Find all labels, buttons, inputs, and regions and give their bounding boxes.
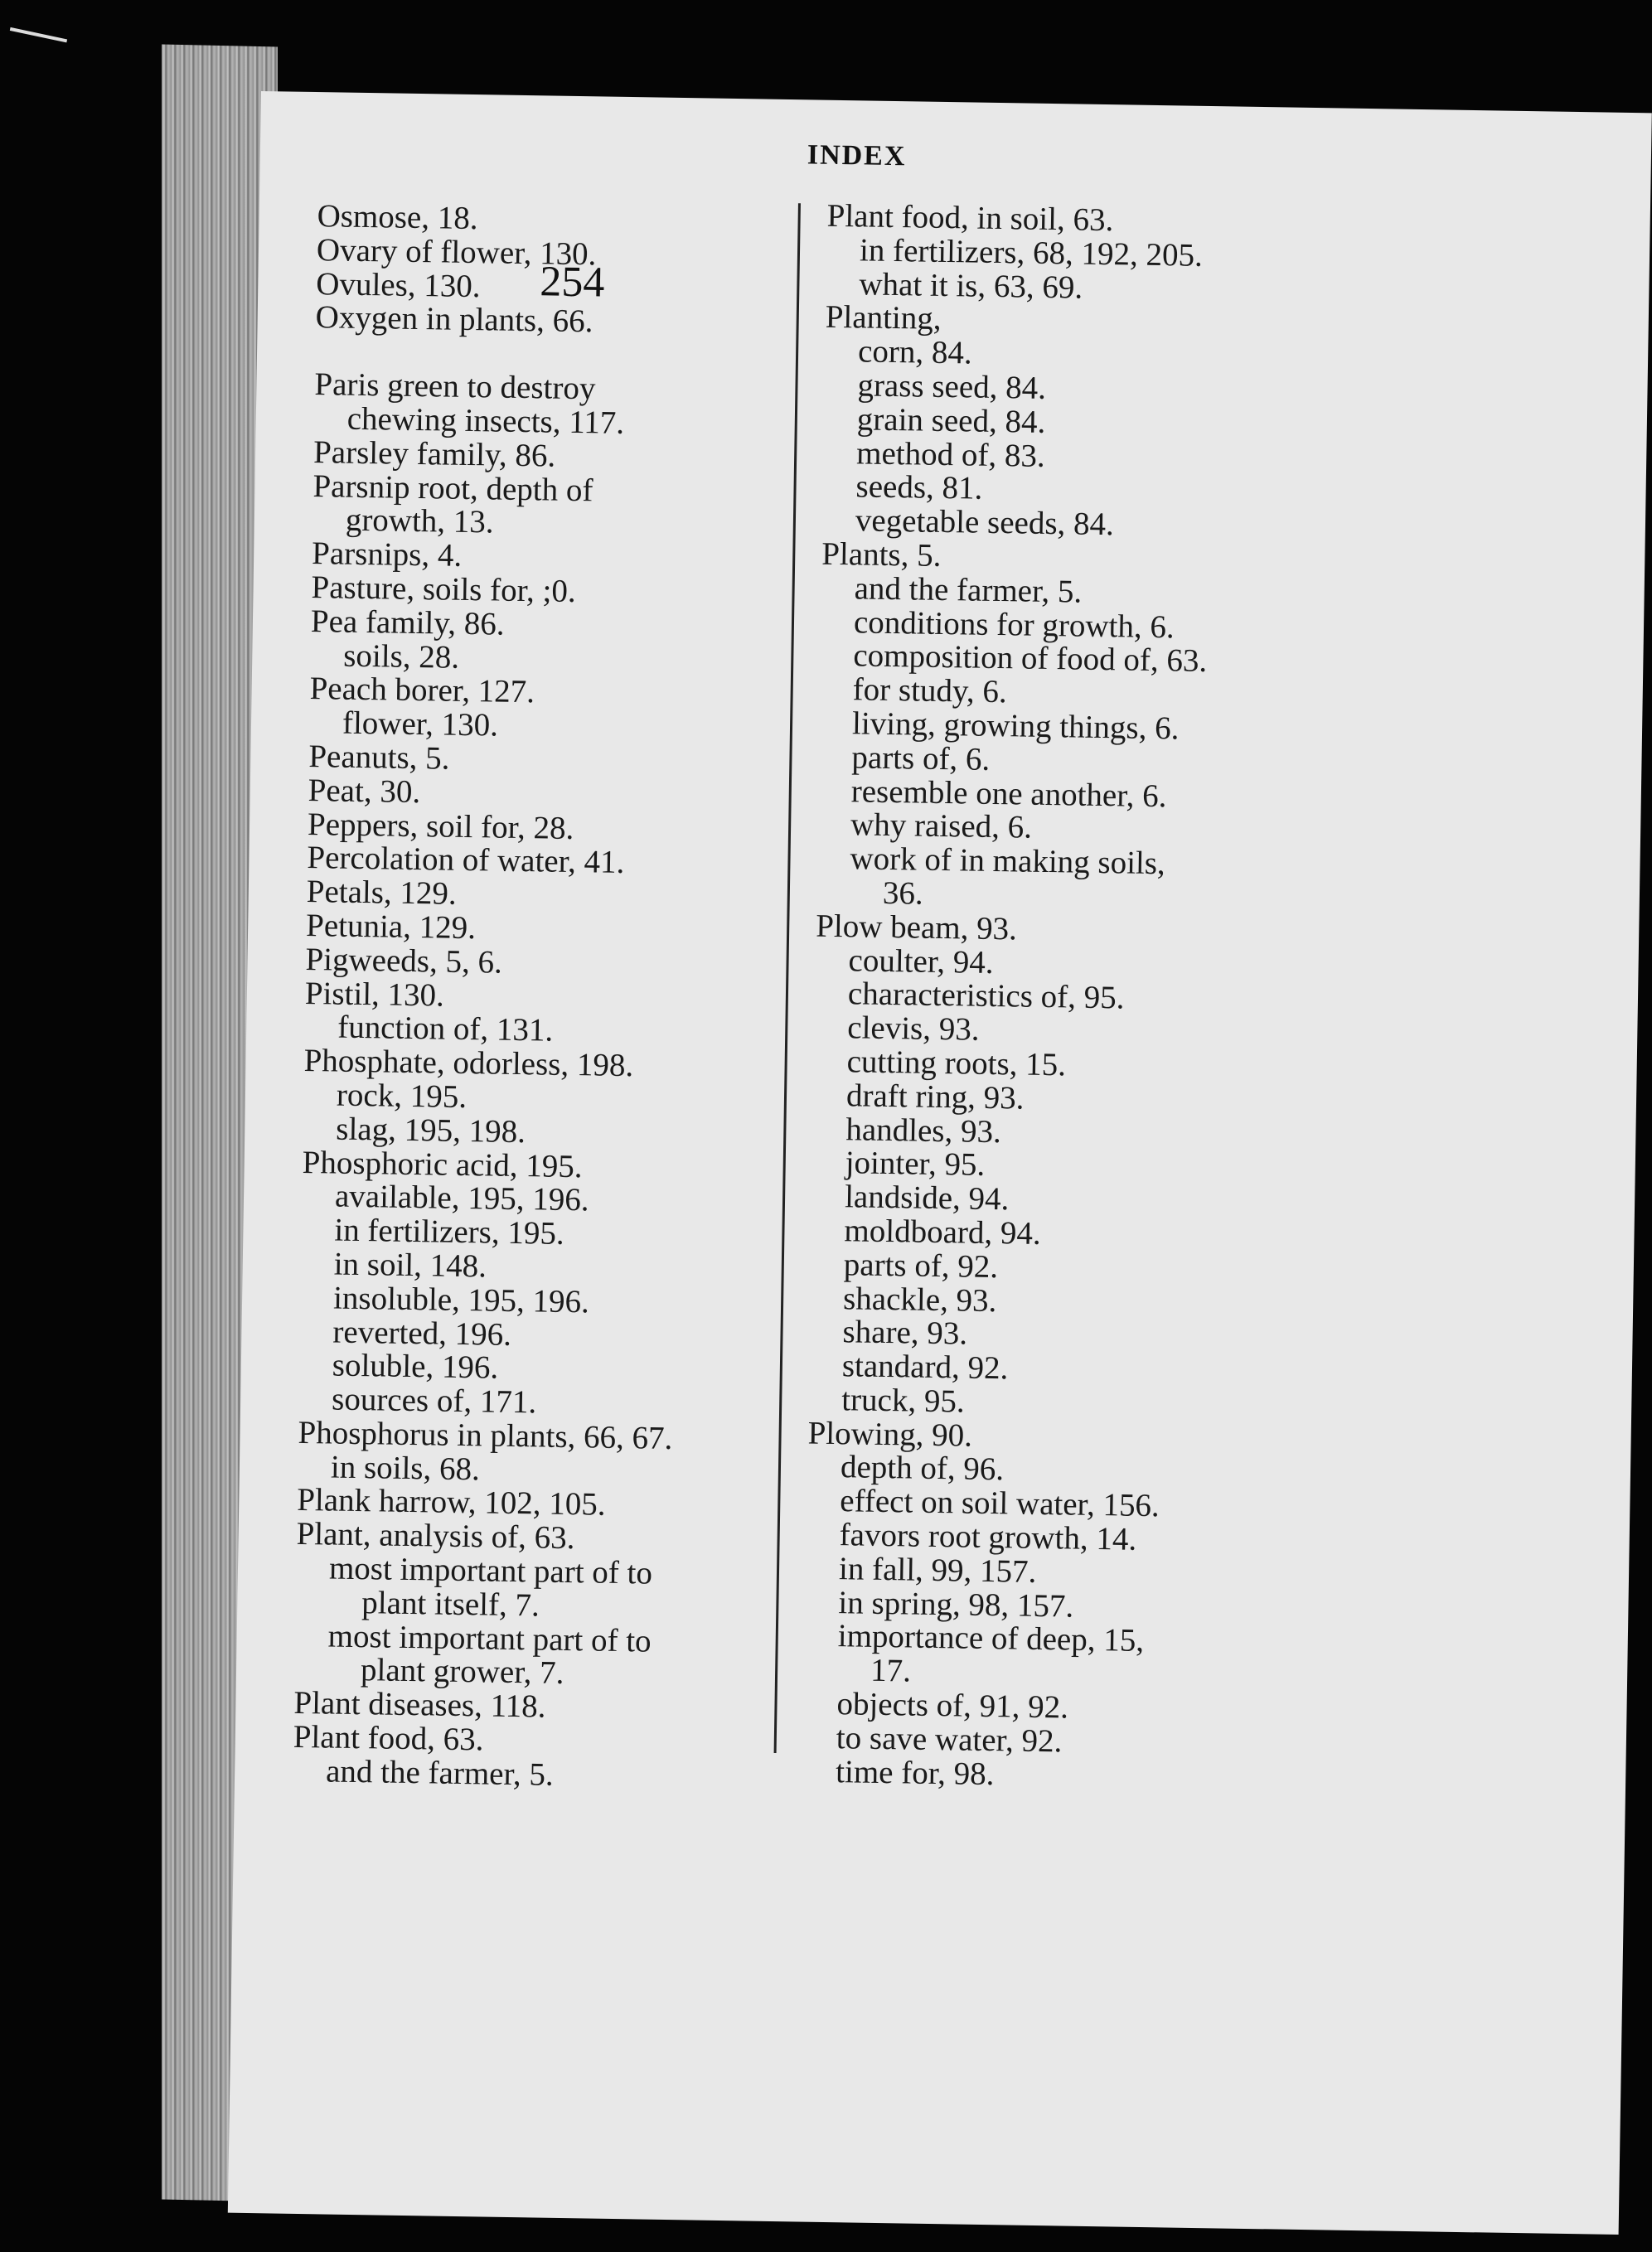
index-entry: Plant food, in soil, 63. [826,197,1114,239]
index-entry: Parsnip root, depth of [312,467,593,508]
index-entry: Phosphate, odorless, 198. [303,1043,634,1084]
index-entry: Pigweeds, 5, 6. [305,941,503,981]
index-subentry: cutting roots, 15. [846,1044,1067,1083]
film-scratch-mark [7,27,67,54]
index-entry: Percolation of water, 41. [307,840,625,881]
index-subentry: favors root growth, 14. [839,1517,1137,1557]
index-subentry: for study, 6. [852,671,1008,710]
index-subentry: draft ring, 93. [845,1077,1025,1116]
index-subentry: in soils, 68. [330,1449,481,1488]
running-head-title: INDEX [807,139,907,172]
index-subentry: in fertilizers, 68, 192, 205. [859,232,1204,274]
index-subentry: and the farmer, 5. [325,1753,555,1793]
index-entry: Peach borer, 127. [309,671,535,710]
index-subentry: function of, 131. [337,1009,554,1049]
index-entry: Oxygen in plants, 66. [315,299,593,340]
index-subentry: grass seed, 84. [857,367,1047,406]
index-subentry: soluble, 196. [332,1347,499,1386]
index-subentry: objects of, 91, 92. [836,1686,1069,1726]
index-subentry: available, 195, 196. [334,1178,589,1218]
index-subentry: resemble one another, 6. [850,772,1167,814]
index-subentry: reverted, 196. [332,1314,512,1353]
index-entry: Phosphorus in plants, 66, 67. [298,1414,673,1456]
index-subentry: living, growing things, 6. [851,705,1180,747]
index-subentry: handles, 93. [845,1111,1002,1150]
index-subentry: most important part of to [328,1550,653,1591]
index-entry: Peat, 30. [308,772,421,810]
index-subentry: coulter, 94. [848,942,994,981]
index-subentry: characteristics of, 95. [847,976,1125,1016]
index-subentry: in spring, 98, 157. [838,1584,1074,1625]
index-subentry: and the farmer, 5. [854,570,1083,610]
index-entry: Plants, 5. [821,535,942,574]
index-subentry: why raised, 6. [850,806,1033,846]
index-entry: Plant food, 63. [293,1718,484,1758]
index-entry: Plank harrow, 102, 105. [296,1482,606,1523]
index-subentry: method of, 83. [855,434,1046,474]
index-entry: Phosphoric acid, 195. [302,1144,583,1184]
index-subentry: seeds, 81. [855,468,983,507]
index-subentry: grain seed, 84. [856,401,1046,440]
index-subentry: parts of, 92. [843,1246,999,1285]
index-subentry: flower, 130. [342,705,499,743]
index-subentry: landside, 94. [844,1179,1010,1218]
index-subentry: slag, 195, 198. [336,1111,526,1150]
index-subentry: rock, 195. [336,1077,468,1115]
index-column-left [293,200,815,1796]
index-subentry: depth of, 96. [840,1449,1005,1488]
index-subentry: insoluble, 195, 196. [332,1280,590,1320]
index-subentry: what it is, 63, 69. [859,265,1083,306]
index-entry: Pasture, soils for, ;0. [311,569,576,610]
index-entry: Paris green to destroy [314,366,596,407]
index-subentry: in fall, 99, 157. [838,1551,1037,1590]
index-subentry: 17. [870,1653,912,1689]
index-entry: Pea family, 86. [310,603,505,642]
index-subentry: conditions for growth, 6. [853,603,1175,645]
index-subentry: growth, 13. [345,502,494,540]
index-subentry: work of in making soils, [850,840,1166,882]
index-entry: Ovules, 130. [316,265,481,304]
index-subentry: parts of, 6. [851,739,991,777]
index-subentry: most important part of to [327,1618,652,1659]
index-entry: Petals, 129. [306,874,458,912]
index-subentry: importance of deep, 15, [837,1618,1145,1659]
index-subentry: chewing insects, 117. [346,400,625,441]
index-entry: Plant diseases, 118. [293,1685,546,1725]
index-subentry: moldboard, 94. [844,1213,1042,1252]
index-entry: Petunia, 129. [305,907,477,947]
index-subentry: soils, 28. [342,637,460,676]
index-subentry: to save water, 92. [836,1720,1063,1760]
index-subentry: 36. [882,874,923,912]
index-subentry: standard, 92. [841,1348,1009,1387]
index-subentry: clevis, 93. [847,1010,980,1048]
page-number: 254 [539,258,605,307]
index-subentry: effect on soil water, 156. [840,1483,1160,1524]
index-subentry: plant itself, 7. [361,1585,540,1624]
index-subentry: sources of, 171. [331,1381,537,1421]
index-subentry: truck, 95. [841,1382,966,1420]
index-entry: Plowing, 90. [807,1415,973,1454]
index-subentry: in fertilizers, 195. [334,1212,564,1252]
index-subentry: in soil, 148. [333,1246,487,1285]
index-entry: Ovary of flower, 130. [316,231,597,273]
index-entry: Plant, analysis of, 63. [296,1516,575,1557]
index-entry: Peppers, soil for, 28. [307,806,574,846]
index-column-right [802,197,1325,1797]
index-subentry: jointer, 95. [845,1145,986,1184]
index-page [228,91,1652,2235]
index-entry: Parsley family, 86. [312,433,556,474]
index-entry: Osmose, 18. [317,198,478,237]
index-subentry: corn, 84. [857,333,973,371]
index-entry: Parsnips, 4. [311,535,463,574]
index-subentry: share, 93. [842,1314,968,1352]
index-entry: Peanuts, 5. [308,738,450,777]
index-subentry: time for, 98. [835,1753,995,1792]
index-subentry: vegetable seeds, 84. [855,502,1115,543]
index-entry: Planting, [825,299,942,337]
index-entry: Plow beam, 93. [815,908,1018,947]
index-subentry: shackle, 93. [842,1280,997,1319]
index-subentry: composition of food of, 63. [853,637,1208,680]
index-entry: Pistil, 130. [304,975,445,1014]
index-subentry: plant grower, 7. [360,1652,564,1692]
